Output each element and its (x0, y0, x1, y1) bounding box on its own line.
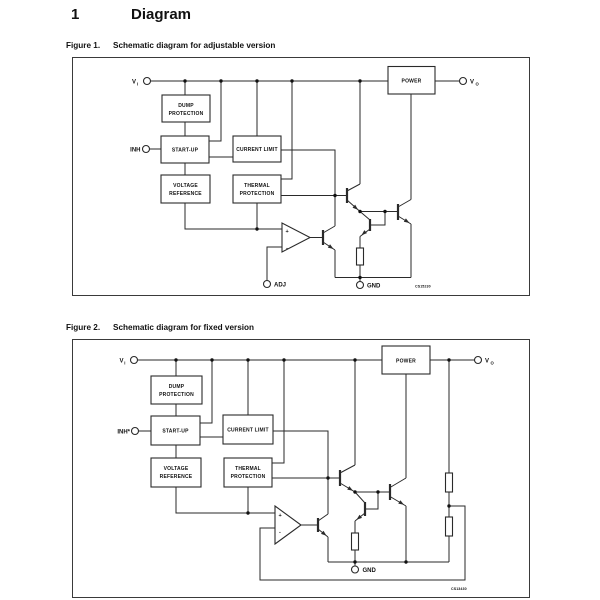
terminal-label: V (470, 79, 475, 86)
terminal-sub: I (124, 360, 126, 366)
figure2-schematic (72, 339, 530, 598)
figure1-terminal-vo (460, 78, 480, 87)
opamp-minus-sign: - (279, 529, 281, 536)
figure2-drawing-code: CS13430 (451, 587, 467, 591)
figure1-drawing-code: CS15230 (415, 284, 431, 289)
terminal-sub: O (490, 360, 494, 366)
figure1-driver-transistor (310, 226, 335, 251)
block-label: REFERENCE (159, 474, 193, 480)
terminal-label: ADJ (274, 282, 287, 289)
figure2-terminal-inh (117, 428, 138, 436)
figure1-caption-text: Schematic diagram for adjustable version (113, 41, 276, 50)
block-label: DUMP (168, 384, 185, 390)
figure2-block-voltage-reference (151, 458, 201, 487)
block-label: THERMAL (244, 183, 270, 189)
figure2-caption-label: Figure 2. (66, 323, 101, 332)
figure1-transistor-q2 (360, 212, 385, 237)
figure2-junction-dots (174, 358, 450, 563)
figure1-terminal-inh (130, 146, 149, 154)
terminal-label: V (131, 79, 136, 86)
block-label: PROTECTION (230, 474, 266, 480)
block-label: POWER (401, 78, 422, 85)
section-title: Diagram (131, 6, 192, 23)
block-label: CURRENT LIMIT (236, 147, 278, 153)
figure1-block-thermal-protection (233, 175, 281, 203)
figure1-error-amplifier (185, 223, 310, 252)
block-label: VOLTAGE (163, 466, 189, 472)
figure2-border (73, 340, 530, 598)
block-label: DUMP (178, 103, 194, 109)
opamp-minus-sign: - (286, 245, 288, 252)
figure1-schematic (72, 57, 530, 296)
figure2-block-thermal-protection (224, 458, 272, 487)
figure1-block-current-limit (233, 136, 281, 162)
block-label: CURRENT LIMIT (227, 427, 269, 434)
figure1-block-voltage-reference (161, 175, 210, 203)
figure2-driver-transistor (301, 514, 328, 537)
figure2-error-amplifier (275, 506, 301, 544)
figure2-terminal-gnd (352, 566, 377, 574)
terminal-label: V (119, 358, 124, 365)
terminal-label: INH* (117, 429, 130, 436)
figure2-block-current-limit (223, 415, 273, 444)
opamp-plus-sign: + (285, 229, 289, 235)
figure1-block-startup (161, 136, 209, 163)
block-label: START-UP (162, 428, 189, 435)
terminal-label: INH (130, 147, 141, 154)
figure1-transistor-q3 (398, 200, 411, 225)
figure1-terminal-adj (264, 281, 287, 289)
block-label: START-UP (171, 147, 199, 154)
figure2-resistor-r1 (352, 533, 359, 550)
figure1-border (73, 58, 530, 296)
figure1-resistor (357, 248, 364, 265)
block-label: PROTECTION (239, 191, 275, 197)
figure2-block-dump-protection (151, 376, 202, 404)
block-label: PROTECTION (159, 392, 194, 398)
terminal-label: GND (362, 568, 376, 574)
figure2-caption-text: Schematic diagram for fixed version (113, 323, 255, 332)
figure1-transistor-q1 (347, 184, 360, 212)
terminal-sub: I (136, 81, 138, 87)
block-label: POWER (396, 358, 416, 365)
terminal-sub: O (475, 81, 479, 87)
figure2-terminal-vi (119, 357, 137, 366)
block-label: PROTECTION (168, 111, 204, 117)
figure1-block-power (388, 67, 435, 95)
figure1-terminal-gnd (357, 282, 382, 290)
figure2-resistor-r3 (446, 517, 453, 536)
figure1-terminal-vi (132, 78, 151, 87)
block-label: VOLTAGE (173, 183, 198, 189)
opamp-plus-sign: + (278, 513, 282, 519)
figure1-caption-label: Figure 1. (66, 41, 101, 50)
figure2-terminal-vo (475, 357, 495, 366)
figure2-block-power (382, 346, 430, 374)
block-label: THERMAL (235, 466, 261, 472)
figure2-block-startup (151, 416, 200, 445)
section-number: 1 (71, 6, 80, 23)
figure2-transistor-q1 (340, 465, 355, 492)
terminal-label: V (485, 358, 490, 365)
figure2-transistor-q3 (390, 478, 406, 506)
figure1-block-dump-protection (162, 95, 210, 122)
figure2-transistor-q2 (355, 492, 378, 521)
terminal-label: GND (367, 283, 381, 290)
figure2-resistor-r2 (446, 473, 453, 492)
block-label: REFERENCE (169, 191, 202, 197)
